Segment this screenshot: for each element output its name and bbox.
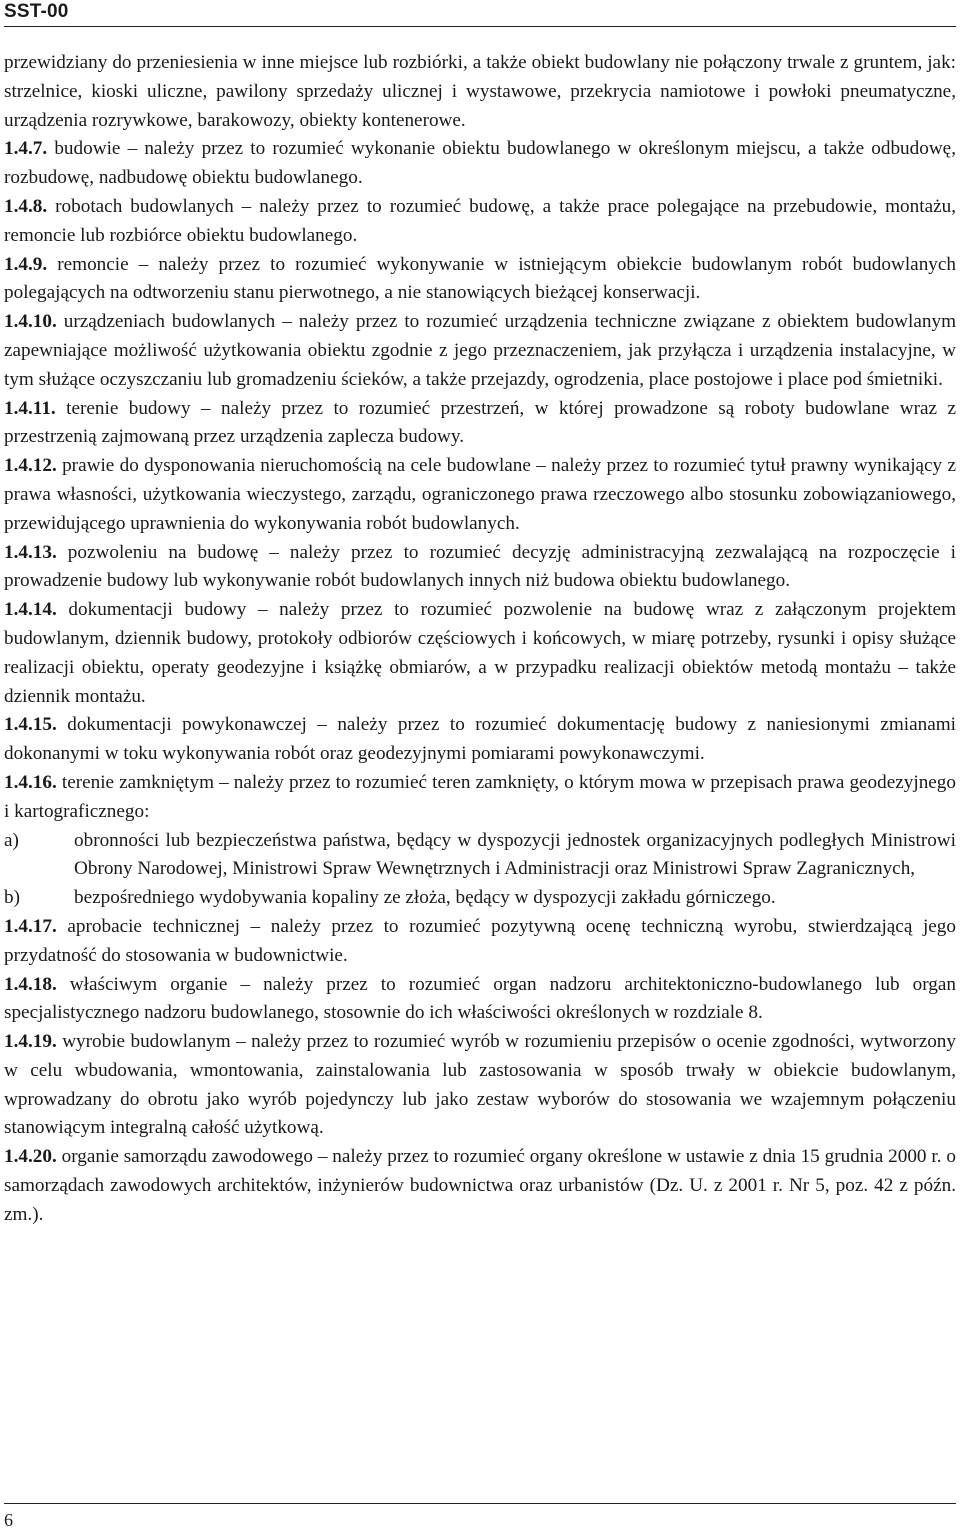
definition-text: terenie zamkniętym – należy przez to rozumieć teren zamknięty, o którym mowa w przepisach prawa geodezyjnego i kartograficznego: <box>4 771 956 822</box>
definition-text: robotach budowlanych – należy przez to rozumieć budowę, a także prace polegające na przebudowie, montażu, remoncie lub rozbiórce obiektu budowlanego. <box>4 195 956 246</box>
list-item-label: b) <box>4 887 20 909</box>
definition-number: 1.4.17. <box>4 915 57 937</box>
definition-text: wyrobie budowlanym – należy przez to rozumieć wyrób w rozumieniu przepisów o ocenie zgodności, wytworzony w celu wbudowania, wmontowania, zainstalowania lub zastosowania w sposób trwały w obiekcie budowlanym, wprowadzany do obrotu jako wyrób pojedynczy lub jako zestaw wyborów do stosowania we wzajemnym połączeniu stanowiącym integralną całość użytkową. <box>4 1031 956 1139</box>
definition-1-4-16 <box>4 769 956 827</box>
definition-number: 1.4.14. <box>4 599 57 621</box>
list-item-text: bezpośredniego wydobywania kopaliny ze złoża, będący w dyspozycji zakładu górniczego. <box>74 887 776 909</box>
paragraph-continuation <box>4 49 956 135</box>
definition-1-4-18 <box>4 971 956 1029</box>
footer-divider <box>4 1503 956 1504</box>
definition-1-4-20 <box>4 1143 956 1229</box>
definition-1-4-19 <box>4 1028 956 1143</box>
definition-text: terenie budowy – należy przez to rozumieć przestrzeń, w której prowadzone są roboty budowlane wraz z przestrzenią zajmowaną przez urządzenia zaplecza budowy. <box>4 397 956 448</box>
definition-number: 1.4.13. <box>4 541 57 563</box>
definition-text: aprobacie technicznej – należy przez to rozumieć pozytywną ocenę techniczną wyrobu, stwierdzającą jego przydatność do stosowania w budownictwie. <box>4 915 956 966</box>
definition-1-4-9 <box>4 251 956 309</box>
definition-1-4-7 <box>4 135 956 193</box>
document-code: SST-00 <box>4 1 69 22</box>
list-item-text: obronności lub bezpieczeństwa państwa, będący w dyspozycji jednostek organizacyjnych podległych Ministrowi Obrony Narodowej, Ministrowi Spraw Wewnętrznych i Administracji oraz Ministrowi Spraw Zagranicznych, <box>74 829 956 880</box>
definition-number: 1.4.20. <box>4 1146 57 1168</box>
definition-number: 1.4.12. <box>4 455 57 477</box>
list-item-a <box>4 827 956 885</box>
definition-number: 1.4.16. <box>4 771 57 793</box>
definition-text: pozwoleniu na budowę – należy przez to rozumieć decyzję administracyjną zezwalającą na rozpoczęcie i prowadzenie budowy lub wykonywanie robót budowlanych innych niż budowa obiektu budowlanego. <box>4 541 956 592</box>
definition-text: właściwym organie – należy przez to rozumieć organ nadzoru architektoniczno-budowlanego lub organ specjalistycznego nadzoru budowlanego, stosownie do ich właściwości określonych w rozdziale 8. <box>4 973 956 1024</box>
list-item-b <box>4 884 956 913</box>
definition-1-4-8 <box>4 193 956 251</box>
definition-1-4-12 <box>4 452 956 538</box>
definition-number: 1.4.8. <box>4 195 48 217</box>
definition-text: dokumentacji powykonawczej – należy przez to rozumieć dokumentację budowy z naniesionymi zmianami dokonanymi w toku wykonywania robót oraz geodezyjnymi pomiarami powykonawczymi. <box>4 714 956 765</box>
definition-text: organie samorządu zawodowego – należy przez to rozumieć organy określone w ustawie z dnia 15 grudnia 2000 r. o samorządach zawodowych architektów, inżynierów budownictwa oraz urbanistów (Dz. U. z 2001 r. Nr 5, poz. 42 z późn. zm.). <box>4 1146 956 1225</box>
definition-1-4-11 <box>4 395 956 453</box>
definition-1-4-15 <box>4 711 956 769</box>
definition-number: 1.4.19. <box>4 1031 57 1053</box>
paragraph-text: przewidziany do przeniesienia w inne miejsce lub rozbiórki, a także obiekt budowlany nie połączony trwale z gruntem, jak: strzelnice, kioski uliczne, pawilony sprzedaży ulicznej i wystawowe, przekrycia namiotowe i powłoki pneumatyczne, urządzenia rozrywkowe, barakowozy, obiekty kontenerowe. <box>4 52 956 131</box>
definition-1-4-14 <box>4 596 956 711</box>
definition-text: dokumentacji budowy – należy przez to rozumieć pozwolenie na budowę wraz z załączonym projektem budowlanym, dziennik budowy, protokoły odbiorów częściowych i końcowych, w miarę potrzeby, rysunki i opisy służące realizacji obiektu, operaty geodezyjne i książkę obmiarów, a w przypadku realizacji obiektów metodą montażu – także dziennik montażu. <box>4 599 956 707</box>
page-header <box>4 0 956 27</box>
definition-text: prawie do dysponowania nieruchomością na cele budowlane – należy przez to rozumieć tytuł prawny wynikający z prawa własności, użytkowania wieczystego, zarządu, ograniczonego prawa rzeczowego albo stosunku zobowiązaniowego, przewidującego uprawnienia do wykonywania robót budowlanych. <box>4 455 956 534</box>
definition-text: budowie – należy przez to rozumieć wykonanie obiektu budowlanego w określonym miejscu, a także odbudowę, rozbudowę, nadbudowę obiektu budowlanego. <box>4 138 956 189</box>
list-item-label: a) <box>4 829 19 851</box>
document-body <box>4 49 956 1230</box>
definition-number: 1.4.18. <box>4 973 57 995</box>
definition-1-4-10 <box>4 308 956 394</box>
definition-text: urządzeniach budowlanych – należy przez to rozumieć urządzenia techniczne związane z obiektem budowlanym zapewniające możliwość użytkowania obiektu zgodnie z jego przeznaczeniem, jak przyłącza i urządzenia instalacyjne, w tym służące oczyszczaniu lub gromadzeniu ścieków, a także przejazdy, ogrodzenia, place postojowe i place pod śmietniki. <box>4 311 956 390</box>
definition-1-4-13 <box>4 539 956 597</box>
definition-1-4-17 <box>4 913 956 971</box>
definition-number: 1.4.9. <box>4 253 48 275</box>
definition-text: remoncie – należy przez to rozumieć wykonywanie w istniejącym obiekcie budowlanym robót budowlanych polegających na odtworzeniu stanu pierwotnego, a nie stanowiących bieżącej konserwacji. <box>4 253 956 304</box>
definition-number: 1.4.10. <box>4 311 57 333</box>
definition-number: 1.4.11. <box>4 397 56 419</box>
page-number: 6 <box>4 1510 13 1530</box>
definition-number: 1.4.7. <box>4 138 48 160</box>
definition-number: 1.4.15. <box>4 714 57 736</box>
